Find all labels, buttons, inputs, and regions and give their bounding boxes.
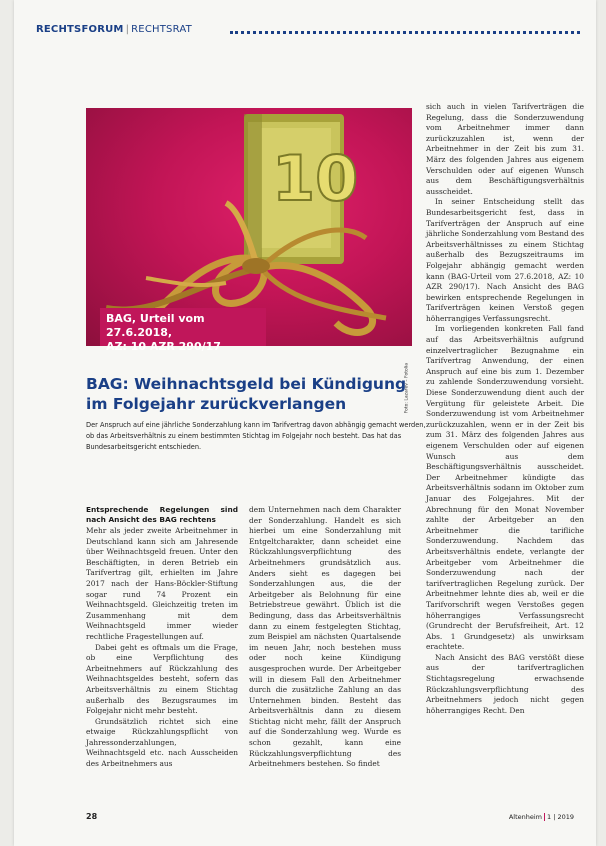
footer-divider (544, 813, 545, 821)
magazine-page (14, 0, 596, 846)
magazine-name: Altenheim (508, 813, 542, 821)
subsection-label: RECHTSRAT (131, 24, 192, 35)
text-column-1 (86, 505, 238, 770)
section-label: RECHTSFORUM (36, 24, 124, 35)
column-1-paragraph-3: Grundsätzlich richtet sich eine etwaige Rückzahlungspflicht von Jahressonderzahlungen, Weihnachtsgeld etc. nach Ausscheiden des Arbeitnehmers aus (86, 716, 238, 769)
header-dotted-rule (230, 31, 580, 34)
magazine-footer (509, 813, 574, 821)
ruling-tag-line1: BAG, Urteil vom 27.6.2018, (106, 312, 205, 339)
column-1-paragraph-1: Mehr als jeder zweite Arbeitnehmer in Deutschland kann sich am Jahresende über Weihnachtsgeld freuen. Unter den Beschäftigten, in deren Betrieb ein Tarifvertrag gilt, erhielten im Jahre 2017 nach der Hans-Böckler-Stiftung sogar rund 74 Prozent ein Weihnachtsgeld. Gleichzeitig treten im Zusammenhang mit dem Weihnachtsgeld immer wieder rechtliche Fragestellungen auf. (86, 526, 238, 641)
column-1-paragraph-2: Dabei geht es oftmals um die Frage, ob eine Verpflichtung des Arbeitnehmers auf Rückzahlung des Weihnachtsgeldes besteht, sofern das Arbeitsverhältnis zu einem Stichtag außerhalb des Bezugsraumes im Folgejahr nicht mehr besteht. (86, 642, 238, 716)
header-separator: | (125, 24, 130, 35)
ruling-tag (100, 308, 266, 353)
page-number: 28 (86, 812, 98, 821)
column-3-paragraph-3: Im vorliegenden konkreten Fall fand auf das Arbeitsverhältnis aufgrund einzelvertraglicher Bezugnahme ein Tarifvertrag Anwendung, der einen Anspruch auf eine bis zum 1. Dezember zu zahlende Sonderzuwendung vorsieht. Diese Sonderzuwendung dient auch der Vergütung für geleistete Arbeit. Die Sonderzuwendung ist vom Arbeitnehmer zurückzuzahlen, wenn er in der Zeit bis zum 31. März des folgenden Jahres aus eigenem Verschulden oder auf eigenen Wunsch aus dem Beschäftigungsverhältnis ausscheidet. Der Arbeitnehmer kündigte das Arbeitsverhältnis sodann im Oktober zum Januar des Folgejahres. Mit der Abrechnung für den Monat November zahlte der Arbeitgeber an den Arbeitnehmer die tarifliche Sonderzuwendung. Nachdem das Arbeitsverhältnis endete, verlangte der Arbeitgeber vom Arbeitnehmer die Sonderzuwendung nach der tarifvertraglichen Regelung zurück. Der Arbeitnehmer lehnte dies ab, weil er die Tarifvorschrift wegen Verstoßes gegen höherrangiges Verfassungsrecht (Grundrecht der Berufsfreiheit, Art. 12 Abs. 1 Grundgesetz) als unwirksam erachtete. (426, 324, 584, 652)
text-column-3 (426, 102, 584, 716)
article-title: BAG: Weihnachtsgeld bei Kündigung im Folgejahr zurückverlangen (86, 375, 407, 413)
column-3-paragraph-1: sich auch in vielen Tarifverträgen die Regelung, dass die Sonderzuwendung vom Arbeitnehmer immer dann zurückzuzahlen ist, wenn der Arbeitnehmer in der Zeit bis zum 31. März des folgenden Jahres aus eigenem Verschulden oder auf eigenen Wunsch aus dem Beschäftigungsverhältnis ausscheidet. (426, 102, 584, 196)
column-2-paragraph-1: dem Unternehmen nach dem Charakter der Sonderzahlung. Handelt es sich hierbei um eine Sonderzahlung mit Entgeltcharakter, dann scheidet eine Rückzahlungsverpflichtung des Arbeitnehmers grundsätzlich aus. Anders sieht es dagegen bei Sonderzahlungen aus, die der Arbeitgeber als Belohnung für eine Betriebstreue gewährt. Üblich ist die Bedingung, dass das Arbeitsverhältnis dann zu einem festgelegten Stichtag, zum Beispiel am nächsten Quartalsende im neuen Jahr, noch bestehen muss oder noch keine Kündigung ausgesprochen wurde. Der Arbeitgeber will in diesem Fall den Arbeitnehmer durch die zusätzliche Zahlung an das Unternehmen binden. Besteht das Arbeitsverhältnis dann zu diesem Stichtag nicht mehr, fällt der Anspruch auf die Sonderzahlung weg. Wurde es schon gezahlt, kann eine Rückzahlungsverpflichtung des Arbeitnehmers bestehen. So findet (249, 505, 401, 769)
banknote-value: 10 (272, 142, 359, 215)
magazine-issue: 1 | 2019 (547, 813, 574, 821)
column-1-heading: Entsprechende Regelungen sind nach Ansicht des BAG rechtens (86, 505, 238, 524)
article-lead: Der Anspruch auf eine jährliche Sonderzahlung kann im Tarifvertrag davon abhängig gemacht werden, ob das Arbeitsverhältnis zu einem bestimmten Stichtag im Folgejahr noch besteht. Das hat das Bundesarbeitsgericht entschieden. (86, 421, 426, 451)
column-3-paragraph-2: In seiner Entscheidung stellt das Bundesarbeitsgericht fest, dass in Tarifverträgen der Anspruch auf eine jährliche Sonderzahlung vom Bestand des Arbeitsverhältnisses zu einem Stichtag außerhalb des Bezugszeitraums im Folgejahr abhängig gemacht werden kann (BAG-Urteil vom 27.6.2018, AZ: 10 AZR 290/17). Nach Ansicht des BAG bewirken entsprechende Regelungen in Tarifverträgen keinen Verstoß gegen höherrangiges Verfassungsrecht. (426, 197, 584, 323)
section-header (36, 24, 192, 35)
ruling-tag-line2: AZ: 10 AZR 290/17 (106, 340, 221, 353)
photo-credit: Foto: Lazarev – Fotolia (404, 363, 409, 414)
column-3-paragraph-4: Nach Ansicht des BAG verstößt diese aus der tarifvertraglichen Stichtagsregelung erwachsende Rückzahlungsverpflichtung des Arbeitnehmers jedoch nicht gegen höherrangiges Recht. Den (426, 652, 584, 715)
text-column-2 (249, 505, 401, 770)
